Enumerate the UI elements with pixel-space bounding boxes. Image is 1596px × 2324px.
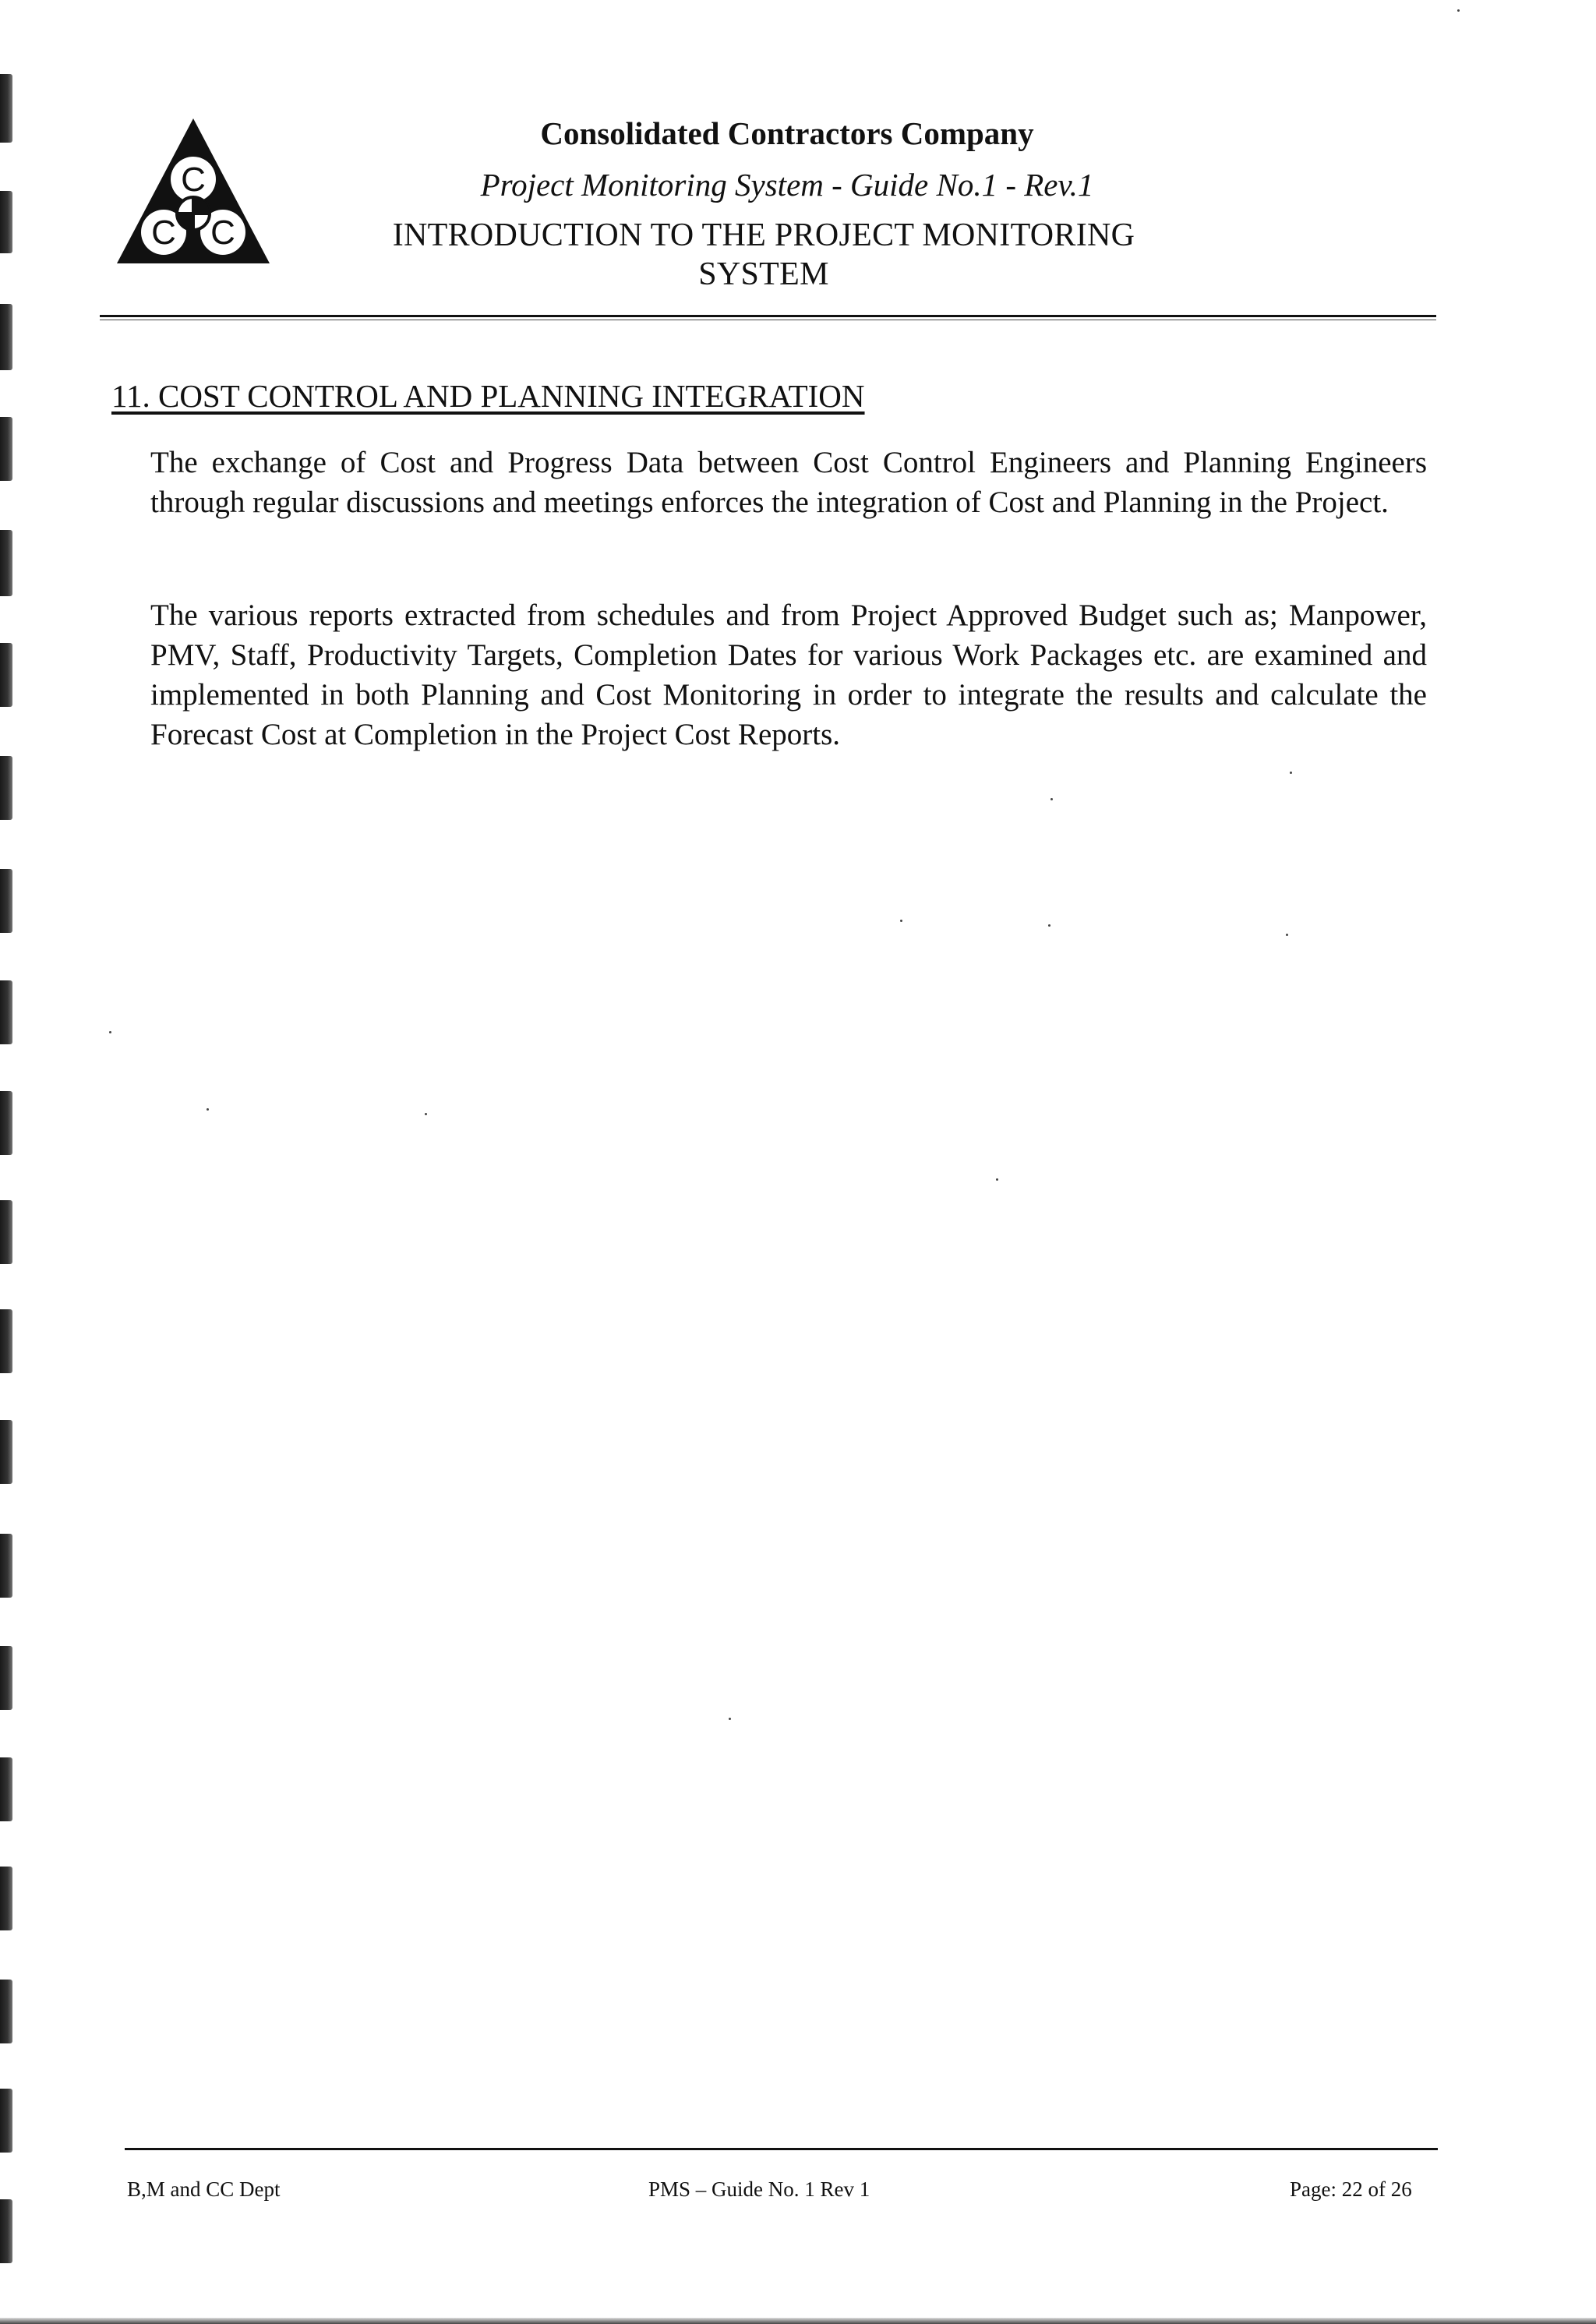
binder-mark — [0, 2199, 12, 2263]
scan-speck — [109, 1031, 111, 1033]
logo-letter: C — [210, 214, 235, 252]
scan-speck — [1050, 798, 1053, 800]
scan-speck — [1457, 9, 1460, 12]
binder-mark — [0, 1420, 12, 1484]
logo-letter: C — [151, 214, 176, 252]
document-title-line: INTRODUCTION TO THE PROJECT MONITORING — [392, 217, 1135, 253]
binder-mark — [0, 756, 12, 820]
binder-mark — [0, 2089, 12, 2153]
body-paragraph: The various reports extracted from schedules and from Project Approved Budget such as; Manpower, PMV, Staff, Productivity Targets, Completion Dates for various Work Packages etc. are examined and implemented in both Planning and Cost Monitoring in order to integrate the results and calculate the Forecast Cost at Completion in the Project Cost Reports. — [150, 599, 1427, 751]
binder-mark — [0, 869, 12, 933]
binder-mark — [0, 643, 12, 707]
scan-speck — [1290, 772, 1292, 774]
header-divider — [100, 315, 1436, 317]
scan-speck — [207, 1108, 209, 1111]
footer-page-number: Page: 22 of 26 — [1290, 2177, 1412, 2201]
scan-speck — [996, 1178, 998, 1181]
binder-mark — [0, 1980, 12, 2043]
footer-document-ref: PMS – Guide No. 1 Rev 1 — [648, 2177, 870, 2201]
body-paragraph: The exchange of Cost and Progress Data between Cost Control Engineers and Planning Engineers through regular discussions and meetings enforces the integration of Cost and Planning in the Project. — [150, 446, 1427, 519]
document-header — [312, 113, 1216, 294]
binder-mark — [0, 980, 12, 1044]
document-title — [312, 216, 1216, 294]
binder-mark — [0, 1200, 12, 1264]
binder-mark — [0, 417, 12, 481]
binder-mark — [0, 191, 12, 253]
footer-divider — [125, 2148, 1438, 2150]
scan-speck — [729, 1718, 731, 1720]
scan-speck — [1286, 934, 1288, 936]
company-logo — [115, 117, 271, 265]
system-guide-title: Project Monitoring System - Guide No.1 - Rev.1 — [480, 167, 1094, 203]
binder-mark — [0, 530, 12, 596]
scan-speck — [900, 920, 902, 922]
binder-mark — [0, 304, 12, 370]
binder-mark — [0, 1646, 12, 1710]
document-title-line: SYSTEM — [698, 256, 829, 292]
scan-speck — [1048, 924, 1050, 927]
scan-speck — [425, 1113, 427, 1115]
binder-mark — [0, 74, 12, 143]
binder-mark — [0, 1309, 12, 1373]
logo-letter: C — [181, 161, 206, 199]
company-name: Consolidated Contractors Company — [540, 115, 1034, 151]
binder-mark — [0, 1091, 12, 1155]
page-bottom-edge — [0, 2318, 1596, 2324]
binder-mark — [0, 1534, 12, 1598]
binder-mark — [0, 1867, 12, 1930]
binder-mark — [0, 1757, 12, 1821]
section-heading: 11. COST CONTROL AND PLANNING INTEGRATION — [111, 378, 865, 414]
footer-department: B,M and CC Dept — [127, 2177, 281, 2201]
